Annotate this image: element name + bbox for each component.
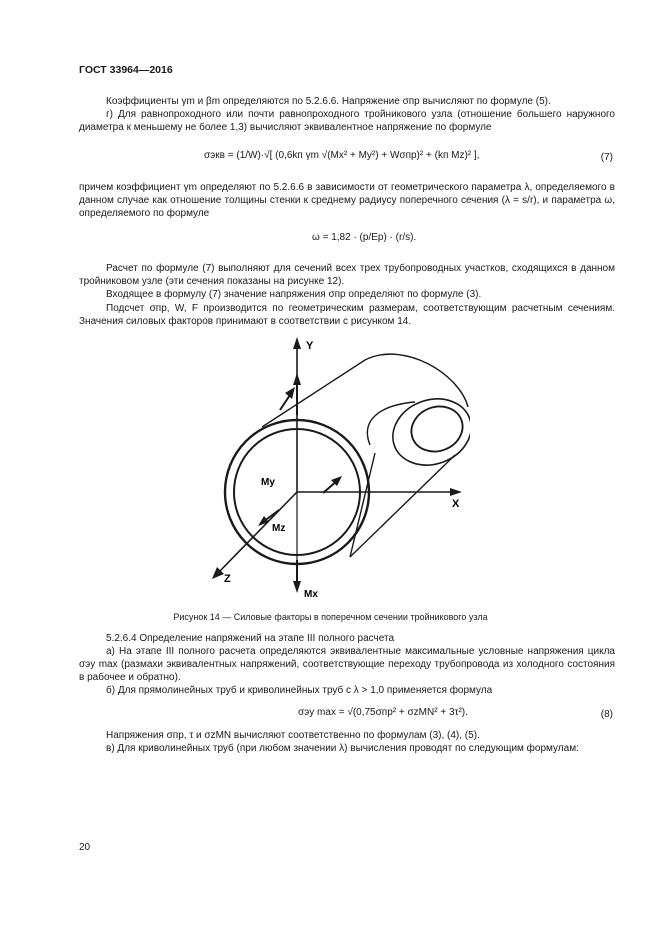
section-heading: 5.2.6.4 Определение напряжений на этапе III полного расчета [106,633,395,644]
paragraph-gamma-coefficient: причем коэффициент γm определяют по 5.2.6.6 в зависимости от геометрического параметра λ, определяемого в данном случае как отношение толщины стенки к среднему радиусу поперечного сечения (λ = s/r), и параметра ω, определяемого по формуле [79,182,615,220]
paragraph-calc-sections: Расчет по формуле (7) выполняют для сечений всех трех трубопроводных участков, сходящихся в данном тройниковом узле (эти сечения показаны на рисунке 12). [79,263,615,288]
figure-14-diagram [200,335,470,605]
formula-7: σэкв = (1/W)·√[ (0,6kп γm √(Mx² + My²) + Wσпр)² + (kп Mz)² ], [204,150,480,161]
document-header: ГОСТ 33964—2016 [79,64,173,76]
paragraph-stress-calc: Напряжения σпр, τ и σzMN вычисляют соответственно по формулам (3), (4), (5). [106,730,480,741]
moment-label-mz: Mz [272,523,286,534]
page-number: 20 [79,842,91,853]
moment-label-my: My [261,477,275,488]
figure-caption: Рисунок 14 — Силовые факторы в поперечном сечении тройникового узла [173,612,488,622]
axis-label-y: Y [306,340,314,352]
paragraph-coefficients: Коэффициенты γm и βm определяются по 5.2.6.6. Напряжение σпр вычисляют по формуле (5). [106,96,551,107]
axis-label-z: Z [224,573,231,585]
formula-omega: ω = 1,82 · (p/Ep) · (r/s). [312,232,417,243]
paragraph-stage-three: а) На этапе III полного расчета определяются эквивалентные максимальные условные напряжения цикла σэy max (размахи эквивалентных напряжений, соответствующие переходу трубопровода из холодного состояния в рабочее и обратно). [79,646,615,684]
formula-8: σэy max = √(0,75σпр² + σzMN² + 3τ²). [298,707,468,718]
paragraph-equal-tee: г) Для равнопроходного или почти равнопроходного тройникового узла (отношение большего наружного диаметра к меньшему не более 1,3) вычисляют эквивалентное напряжение по формуле [79,109,615,134]
paragraph-stress-input: Входящее в формулу (7) значение напряжения σпр определяют по формуле (3). [106,289,482,300]
equation-number-7: (7) [600,152,613,163]
axis-label-x: X [452,498,460,510]
paragraph-straight-pipes: б) Для прямолинейных труб и криволинейных труб с λ > 1,0 применяется формула [106,685,493,696]
moment-label-mx: Mx [304,589,318,600]
equation-number-8: (8) [600,709,613,720]
paragraph-geometry-count: Подсчет σпр, W, F производится по геометрическим размерам, соответствующим расчетным сечениям. Значения силовых факторов принимают в соответствии с рисунком 14. [79,303,615,328]
paragraph-curved-pipes: в) Для криволинейных труб (при любом значении λ) вычисления проводят по следующим формулам: [106,743,579,754]
